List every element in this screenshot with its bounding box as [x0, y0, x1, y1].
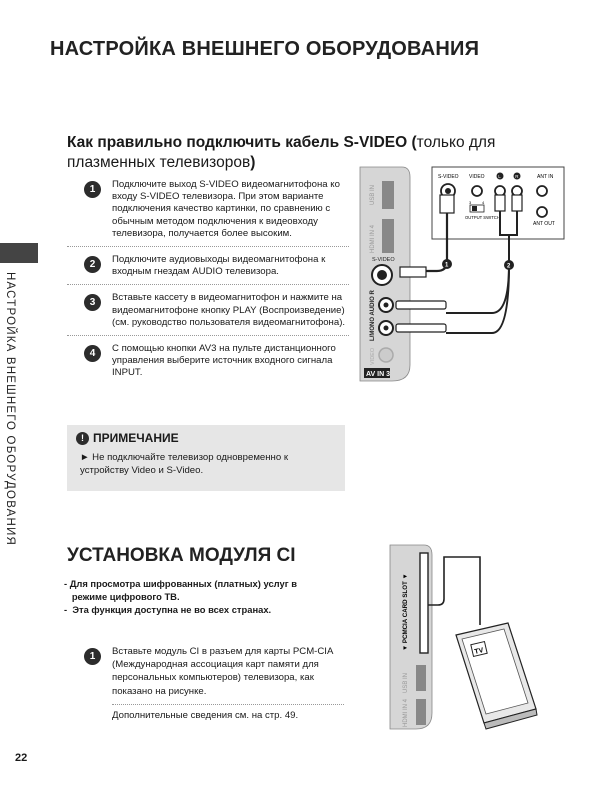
- note-title: ПРИМЕЧАНИЕ: [93, 431, 179, 445]
- note-box: [67, 425, 345, 491]
- step-number: 3: [84, 294, 101, 311]
- output-switch-label: OUTPUT SWITCH: [465, 215, 500, 220]
- tv-av-label: AV IN 3: [366, 371, 390, 378]
- vcr-svideo-plug: [440, 195, 454, 213]
- divider: [112, 704, 344, 705]
- tv-video-label: VIDEO: [370, 347, 376, 365]
- side-section-label: [2, 272, 32, 547]
- marker-1-label: 1: [445, 262, 449, 269]
- tv-audio-r-plug: [396, 324, 446, 332]
- tv-usb-label: USB IN: [370, 184, 376, 205]
- step-2: [67, 247, 349, 285]
- note-text: ► Не подключайте телевизор одновременно к устройству Video и S-Video.: [80, 452, 289, 476]
- warning-icon: !: [76, 432, 89, 445]
- section-tab-marker: [0, 243, 38, 263]
- ci-step-text: Вставьте модуль CI в разъем для карты PCM-CIA (Международная ассоциация карт памяти для персональных компьютеров) телевизора, как показано на рисунке.: [112, 646, 333, 697]
- ci-notes: [64, 577, 364, 616]
- step-4: [67, 336, 349, 386]
- ci-note-line-2: режиме цифрового ТВ.: [64, 591, 180, 602]
- hdmi-port: [382, 219, 394, 253]
- marker-2-label: 2: [507, 263, 511, 270]
- ci-module-diagram: [380, 543, 540, 733]
- vcr-audio-r-plug: [512, 195, 522, 211]
- ci-usb-port: [416, 665, 426, 691]
- ci-usb-label: USB IN: [403, 672, 409, 693]
- vcr-svideo-label: S-VIDEO: [438, 174, 459, 180]
- pcmcia-slot-label: ▼ PCMCIA CARD SLOT ▼: [402, 573, 409, 651]
- vcr-video-jack: [472, 186, 482, 196]
- svideo-steps: [67, 172, 349, 386]
- vcr-r-label: R: [515, 174, 519, 179]
- vcr-ant-out-jack: [537, 207, 547, 217]
- ci-hdmi-port: [416, 699, 426, 725]
- step-number: 1: [84, 181, 101, 198]
- ci-more-info: Дополнительные сведения см. на стр. 49.: [112, 710, 299, 721]
- svideo-connection-diagram: [352, 165, 574, 395]
- tv-audio-l-plug: [396, 301, 446, 309]
- vcr-audio-l-plug: [495, 195, 505, 211]
- ci-note-line-3: - Эта функция доступна не во всех странах.: [64, 604, 272, 615]
- step-number: 4: [84, 345, 101, 362]
- vcr-antin-label: ANT IN: [537, 174, 554, 180]
- step-text: Вставьте кассету в видеомагнитофон и нажмите на видеомагнитофоне кнопку PLAY (Воспроизведение) (см. руководство пользователя видеомагнитофона).: [112, 292, 346, 328]
- ci-step-number: 1: [84, 648, 101, 665]
- vcr-l-label: L: [498, 174, 501, 179]
- tv-hdmi-label: HDMI IN 4: [370, 224, 376, 253]
- step-text: С помощью кнопки AV3 на пульте дистанционного управления выберите источник входного сигнала INPUT.: [112, 343, 336, 379]
- tv-audio-label: L/MONO AUDIO R: [370, 290, 376, 341]
- side-section-text: НАСТРОЙКА ВНЕШНЕГО ОБОРУДОВАНИЯ: [4, 272, 16, 547]
- ci-note-line-1: - Для просмотра шифрованных (платных) услуг в: [64, 578, 297, 589]
- page-title: НАСТРОЙКА ВНЕШНЕГО ОБОРУДОВАНИЯ: [50, 38, 480, 60]
- note-heading: [76, 431, 179, 445]
- step-number: 2: [84, 256, 101, 273]
- ci-card-mark: TV: [473, 647, 485, 656]
- switch-b-label: 4: [482, 200, 485, 205]
- step-1: [67, 172, 349, 247]
- ci-hdmi-label: HDMI IN 4: [403, 698, 409, 727]
- page-number: 22: [15, 752, 28, 764]
- tv-svideo-plug: [400, 267, 426, 277]
- step-text: Подключите аудиовыходы видеомагнитофона к входным гнездам AUDIO телевизора.: [112, 254, 326, 278]
- usb-port: [382, 181, 394, 209]
- ci-heading: УСТАНОВКА МОДУЛЯ CI: [67, 545, 296, 566]
- pcmcia-slot: [420, 553, 428, 653]
- svideo-heading-main: Как правильно подключить кабель S-VIDEO (: [67, 134, 417, 151]
- insertion-guide-line: [428, 557, 480, 625]
- tv-svideo-label: S-VIDEO: [372, 257, 395, 263]
- step-text: Подключите выход S-VIDEO видеомагнитофона ко входу S-VIDEO телевизора. При этом варианте подключения качество картинки, по сравнению с обычным методом подключения к видеовходу телевизора, получается более высоким.: [112, 179, 340, 239]
- svideo-heading-close: ): [250, 154, 256, 171]
- svideo-heading-note: только для плазменных телевизоров: [67, 134, 496, 171]
- switch-a-label: 3: [469, 200, 472, 205]
- vcr-ant-in-jack: [537, 186, 547, 196]
- step-3: [67, 285, 349, 336]
- vcr-antout-label: ANT OUT: [533, 221, 555, 227]
- vcr-video-label: VIDEO: [469, 174, 485, 180]
- ci-step-box: [67, 636, 350, 732]
